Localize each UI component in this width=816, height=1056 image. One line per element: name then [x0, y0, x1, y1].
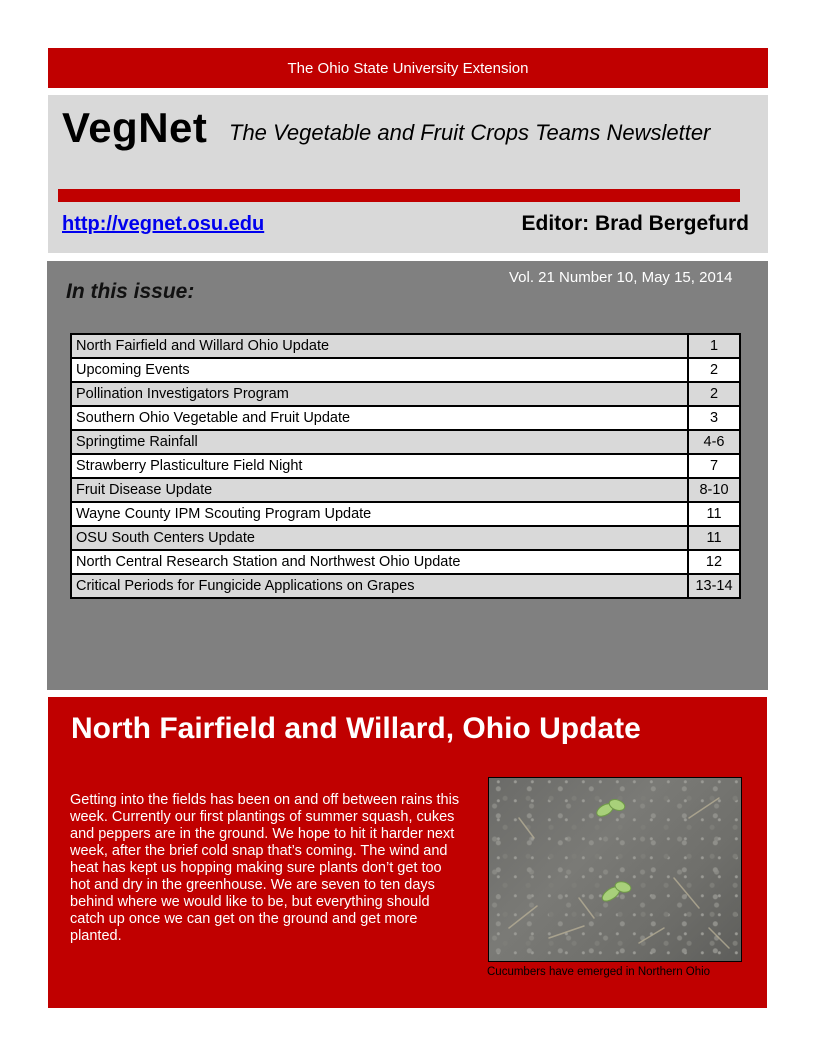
- toc-title: Fruit Disease Update: [71, 478, 688, 502]
- website-link[interactable]: http://vegnet.osu.edu: [62, 213, 265, 235]
- newsletter-title: VegNet: [62, 104, 208, 151]
- toc-title: North Fairfield and Willard Ohio Update: [71, 334, 688, 358]
- toc-title: Upcoming Events: [71, 358, 688, 382]
- toc-title: Strawberry Plasticulture Field Night: [71, 454, 688, 478]
- article-title: North Fairfield and Willard, Ohio Update: [71, 712, 641, 745]
- toc-title: Southern Ohio Vegetable and Fruit Update: [71, 406, 688, 430]
- toc-row[interactable]: [71, 454, 740, 478]
- toc-page: 7: [688, 454, 740, 478]
- toc-title: Critical Periods for Fungicide Applications on Grapes: [71, 574, 688, 598]
- seedling-illustration: [489, 778, 741, 961]
- toc-page: 3: [688, 406, 740, 430]
- toc-row[interactable]: [71, 478, 740, 502]
- in-this-issue-heading: In this issue:: [66, 280, 195, 303]
- article-body: Getting into the fields has been on and off between rains this week. Currently our first plantings of summer squash, cukes and peppers are in the ground. We hope to hit it harder next week, after the brief cold snap that’s coming. The wind and heat has kept us hopping making sure plants don’t get too hot and dry in the greenhouse. We are seven to ten days behind where we would like to be, but everything should catch up once we can get on the ground and get more planted.: [70, 792, 460, 944]
- toc-page: 2: [688, 382, 740, 406]
- toc-row[interactable]: [71, 430, 740, 454]
- toc-page: 4-6: [688, 430, 740, 454]
- toc-page: 11: [688, 526, 740, 550]
- org-name: The Ohio State University Extension: [287, 59, 529, 77]
- editor-credit: Editor: Brad Bergefurd: [521, 212, 749, 235]
- toc-row[interactable]: [71, 574, 740, 598]
- toc-page: 8-10: [688, 478, 740, 502]
- cucumber-seedling-photo: [488, 777, 742, 962]
- toc-title: Springtime Rainfall: [71, 430, 688, 454]
- photo-caption: Cucumbers have emerged in Northern Ohio: [487, 966, 711, 978]
- newsletter-tagline: The Vegetable and Fruit Crops Teams Newsletter: [229, 120, 711, 145]
- toc-page: 2: [688, 358, 740, 382]
- toc-row[interactable]: [71, 334, 740, 358]
- table-of-contents: [70, 333, 741, 599]
- toc-page: 13-14: [688, 574, 740, 598]
- toc-page: 1: [688, 334, 740, 358]
- toc-title: OSU South Centers Update: [71, 526, 688, 550]
- toc-row[interactable]: [71, 526, 740, 550]
- volume-info: Vol. 21 Number 10, May 15, 2014: [509, 269, 733, 286]
- toc-row[interactable]: [71, 550, 740, 574]
- toc-page: 12: [688, 550, 740, 574]
- toc-title: Wayne County IPM Scouting Program Update: [71, 502, 688, 526]
- toc-row[interactable]: [71, 358, 740, 382]
- toc-page: 11: [688, 502, 740, 526]
- toc-row[interactable]: [71, 406, 740, 430]
- org-banner: [48, 48, 768, 88]
- toc-row[interactable]: [71, 382, 740, 406]
- toc-title: Pollination Investigators Program: [71, 382, 688, 406]
- toc-title: North Central Research Station and Northwest Ohio Update: [71, 550, 688, 574]
- masthead-divider: [58, 189, 740, 202]
- toc-row[interactable]: [71, 502, 740, 526]
